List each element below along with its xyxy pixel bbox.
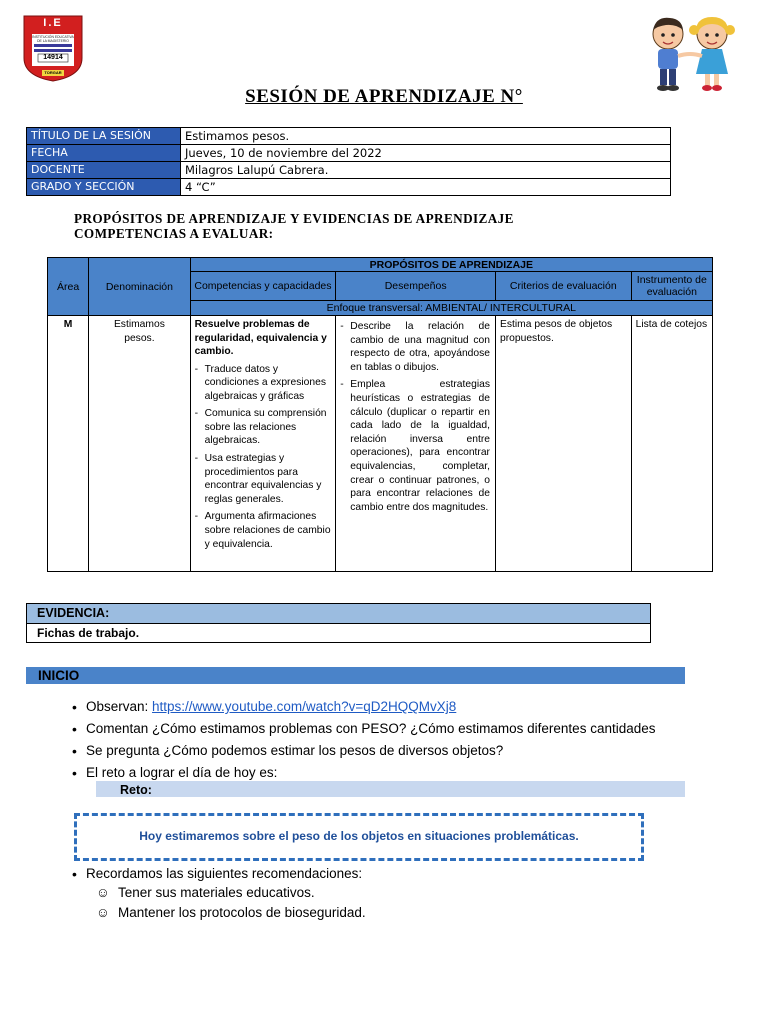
- evidencia-value: Fichas de trabajo.: [37, 626, 140, 640]
- table-row: [27, 128, 671, 145]
- info-value-titulo: Estimamos pesos.: [181, 128, 671, 145]
- denominacion-value: Estimamos pesos.: [113, 319, 165, 344]
- list-item: - Describe la relación de cambio de una magnitud con respecto de otra, apoyándose en tablas o dibujos.: [336, 320, 490, 374]
- cell-desempenos: [336, 316, 496, 572]
- list-item: • Se pregunta ¿Cómo podemos estimar los pesos de diversos objetos?: [70, 741, 656, 763]
- info-label-fecha: FECHA: [27, 145, 181, 162]
- criterios-value: Estima pesos de objetos propuestos.: [500, 319, 613, 344]
- header-instrumento: Instrumento de evaluación: [631, 272, 712, 301]
- capacidades-list: [191, 363, 336, 552]
- header-denominacion: Denominación: [89, 258, 190, 316]
- table-row: [48, 316, 713, 572]
- list-item: - Traduce datos y condiciones a expresiones algebraicas y gráficas: [191, 363, 332, 404]
- list-item: [96, 903, 366, 923]
- info-label-titulo: TÍTULO DE LA SESIÓN: [27, 128, 181, 145]
- recomendacion-text: Tener sus materiales educativos.: [118, 885, 315, 900]
- evidencia-box: [26, 603, 651, 643]
- list-item: • El reto a lograr el día de hoy es:: [70, 763, 656, 785]
- header-competencias: Competencias y capacidades: [190, 272, 336, 301]
- list-item: [70, 697, 656, 719]
- area-value: M: [63, 319, 73, 330]
- cell-area: [48, 316, 89, 572]
- info-value-docente: Milagros Lalupú Cabrera.: [181, 162, 671, 179]
- list-item: - Argumenta afirmaciones sobre relaciones de cambio y equivalencia.: [191, 510, 332, 551]
- inicio-label: INICIO: [38, 668, 80, 683]
- reto-text: Hoy estimaremos sobre el peso de los objetos en situaciones problemáticas.: [139, 829, 579, 843]
- cell-criterios: [496, 316, 632, 572]
- cell-instrumento: [631, 316, 712, 572]
- smiley-icon: ☺: [96, 905, 110, 920]
- reto-box: [74, 813, 644, 861]
- logo-number: 14914: [43, 54, 63, 61]
- inicio-list: [70, 697, 656, 785]
- info-label-grado: GRADO Y SECCIÓN: [27, 179, 181, 196]
- recomendacion-text: Mantener los protocolos de bioseguridad.: [118, 905, 366, 920]
- header-area: Área: [48, 258, 89, 316]
- section-heading-line-1: PROPÓSITOS DE APRENDIZAJE Y EVIDENCIAS DE APRENDIZAJE: [74, 211, 514, 226]
- logo-school-line-2: DE LA MAGISTERIO: [37, 39, 69, 43]
- table-row: [27, 145, 671, 162]
- table-header-row: [48, 258, 713, 272]
- competencia-title: Resuelve problemas de regularidad, equivalencia y cambio.: [194, 319, 327, 357]
- list-item: • Comentan ¿Cómo estimamos problemas con PESO? ¿Cómo estimamos diferentes cantidades: [70, 719, 656, 741]
- observan-text: Observan:: [86, 699, 153, 714]
- session-info-table: [26, 127, 671, 196]
- info-label-docente: DOCENTE: [27, 162, 181, 179]
- school-logo: [20, 14, 86, 82]
- header-enfoque: Enfoque transversal: AMBIENTAL/ INTERCULTURAL: [190, 301, 712, 316]
- list-item: - Emplea estrategias heurísticas o estrategias de cálculo (duplicar o repartir en cada lado de la igualdad, relación inversa entre operaciones), para encontrar equivalencias, completar, crear o continuar patrones, o para encontrar relaciones de cambio entre dos magnitudes.: [336, 378, 490, 514]
- logo-school-line-1: INSTITUCIÓN EDUCATIVA: [32, 35, 74, 39]
- page-title: SESIÓN DE APRENDIZAJE N°: [245, 86, 523, 107]
- table-row: [27, 179, 671, 196]
- header-propositos: PROPÓSITOS DE APRENDIZAJE: [190, 258, 712, 272]
- cell-denominacion: [89, 316, 190, 572]
- smiley-icon: ☺: [96, 885, 110, 900]
- info-value-grado: 4 “C”: [181, 179, 671, 196]
- list-item: • Recordamos las siguientes recomendaciones:: [70, 864, 362, 886]
- children-illustration: [636, 12, 746, 94]
- header-criterios: Criterios de evaluación: [496, 272, 632, 301]
- list-item: - Comunica su comprensión sobre las relaciones algebraicas.: [191, 407, 332, 448]
- header-desempenos: Desempeños: [336, 272, 496, 301]
- logo-initials: I.E: [43, 17, 63, 29]
- evidencia-label: EVIDENCIA:: [27, 604, 650, 624]
- section-heading-line-2: COMPETENCIAS A EVALUAR:: [74, 226, 274, 241]
- reto-header: [96, 781, 685, 797]
- desempenos-list: [336, 316, 495, 514]
- list-item: [96, 883, 366, 903]
- logo-place: TORGAR: [44, 70, 62, 75]
- instrumento-value: Lista de cotejos: [635, 319, 708, 330]
- list-item: - Usa estrategias y procedimientos para encontrar equivalencias y reglas generales.: [191, 452, 332, 506]
- recomendaciones-list: [96, 883, 366, 923]
- reto-label: Reto:: [120, 783, 152, 797]
- section-heading: [74, 211, 514, 241]
- inicio-header: [26, 667, 685, 684]
- youtube-link[interactable]: https://www.youtube.com/watch?v=qD2HQQMvXj8: [152, 699, 457, 714]
- cell-competencias: [190, 316, 336, 572]
- info-value-fecha: Jueves, 10 de noviembre del 2022: [181, 145, 671, 162]
- learning-purposes-table: [47, 257, 713, 572]
- table-row: [27, 162, 671, 179]
